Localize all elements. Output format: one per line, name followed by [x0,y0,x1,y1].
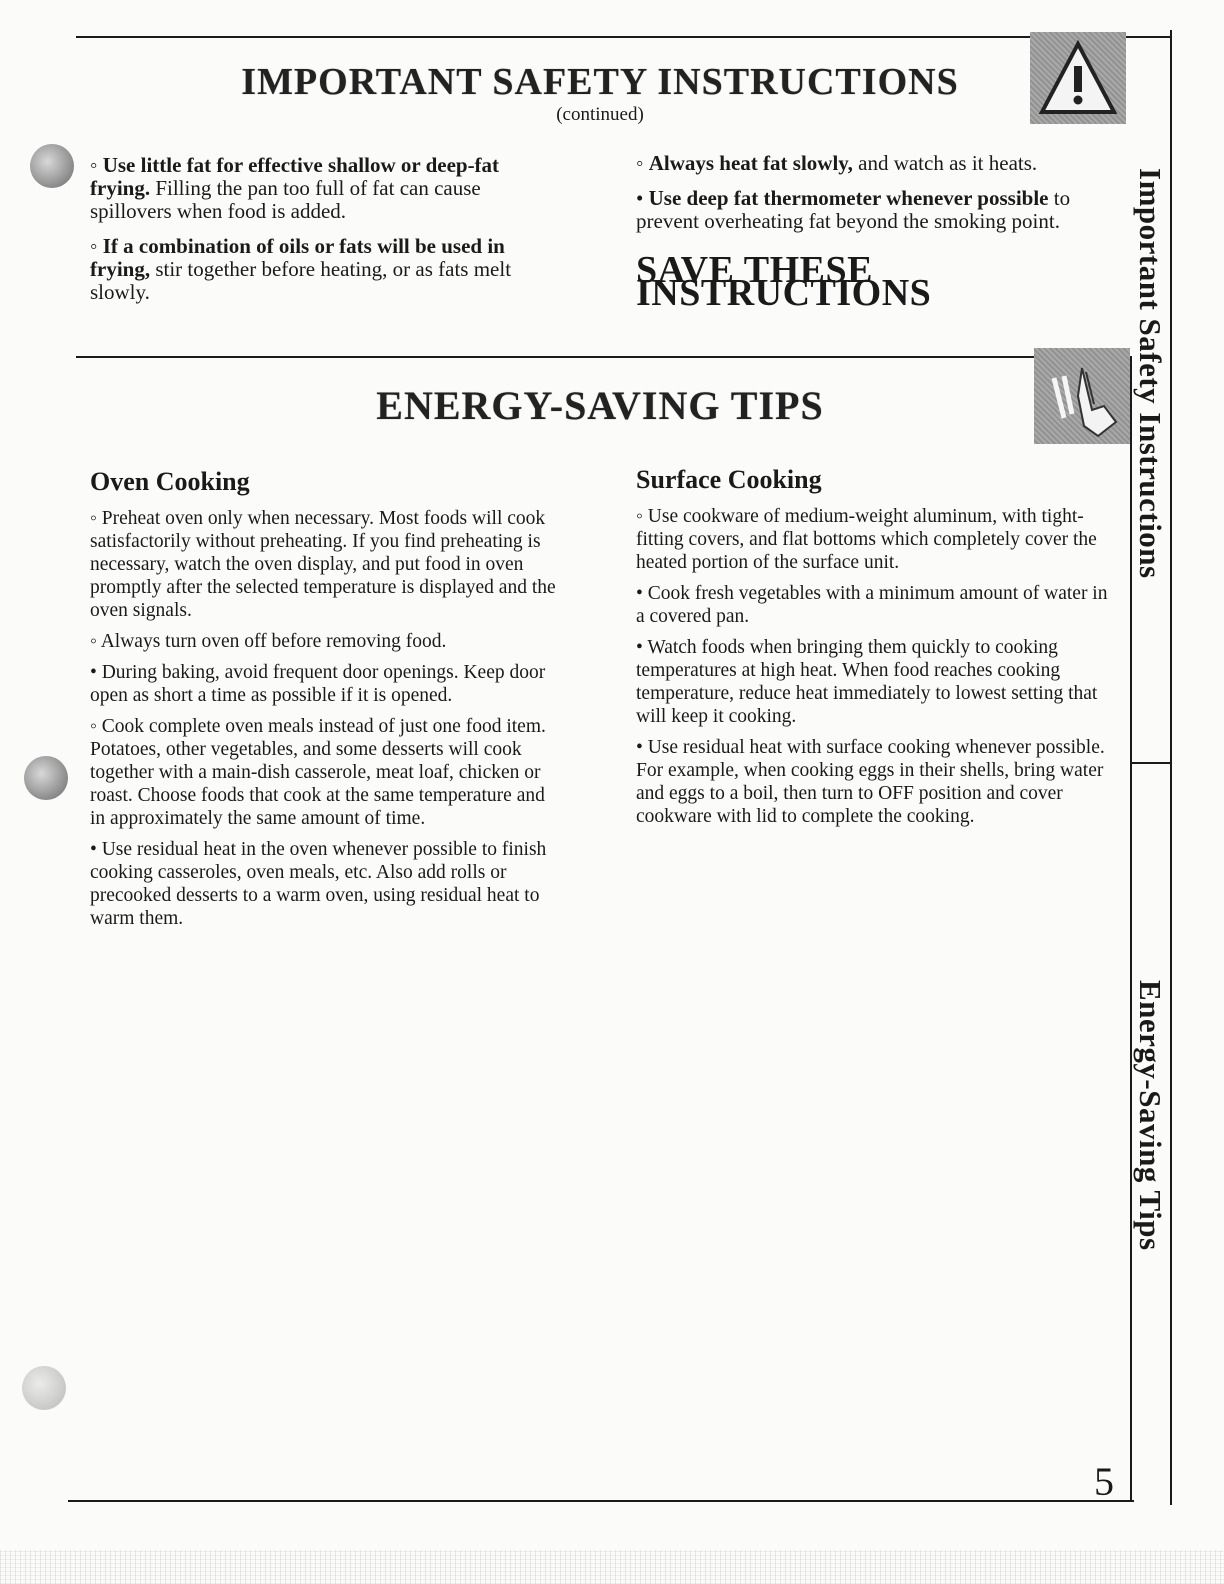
safety-left-column [90,154,560,312]
safety-item-text: to prevent overheating fat beyond the smoking point. [636,186,1071,233]
side-tab-divider [1130,762,1172,764]
save-instructions-heading: SAVE THESE INSTRUCTIONS [636,249,932,314]
surface-tip: ◦ Use cookware of medium-weight aluminum, with tight-fitting covers, and flat bottoms which completely cover the heated portion of the surface unit. [636,506,1097,573]
side-tab-energy[interactable]: Energy-Saving Tips [1133,980,1168,1251]
safety-title: IMPORTANT SAFETY INSTRUCTIONS [241,61,959,103]
safety-right-column [636,151,1116,314]
top-rule [76,36,1172,38]
surface-tip: • Use residual heat with surface cooking whenever possible. For example, when cooking eggs in their shells, bring water and eggs to a boil, then turn to OFF position and cover cookware with lid to complete the cooking. [636,737,1105,827]
safety-item-bold: Use deep fat thermometer whenever possible [648,186,1049,210]
side-tab-safety[interactable]: Important Safety Instructions [1133,168,1168,579]
section-divider-rule [76,356,1130,358]
bullet: ◦ [90,153,98,177]
oven-cooking-column [90,467,560,938]
safety-item [636,152,1116,175]
oven-tip: ◦ Preheat oven only when necessary. Most foods will cook satisfactorily without preheating. If you find preheating is necessary, watch the oven display, and put food in oven promptly after the selected temperature is displayed and the oven signals. [90,508,556,621]
surface-tip: • Watch foods when bringing them quickly to cooking temperatures at high heat. When food reaches cooking temperature, reduce heat immediately to lowest setting that will keep it cooking. [636,637,1098,727]
bullet: ◦ [636,151,644,175]
bottom-rule [68,1500,1134,1502]
bullet: • [636,186,644,210]
surface-cooking-heading: Surface Cooking [636,465,822,494]
surface-tip: • Cook fresh vegetables with a minimum amount of water in a covered pan. [636,583,1108,627]
binder-hole-bottom [22,1366,66,1410]
surface-cooking-column [636,465,1112,836]
binder-hole-middle [24,756,68,800]
page-number: 5 [1094,1459,1114,1504]
safety-item [90,235,560,304]
safety-item-text: Filling the pan too full of fat can cause spillovers when food is added. [90,176,481,223]
safety-item-bold: Always heat fat slowly, [648,151,853,175]
oven-tip: ◦ Always turn oven off before removing food. [90,631,447,652]
scan-edge-noise [0,1550,1224,1584]
oven-tip: • Use residual heat in the oven whenever possible to finish cooking casseroles, oven meals, etc. Also add rolls or precooked desserts to a warm oven, using residual heat to warm them. [90,839,547,929]
safety-item-text: and watch as it heats. [852,151,1038,175]
safety-item-bold: Use little fat for effective shallow or deep-fat frying. [90,153,500,200]
safety-subtitle: (continued) [556,104,644,125]
oven-cooking-heading: Oven Cooking [90,467,250,496]
safety-item-bold: If a combination of oils or fats will be used in frying, [90,234,505,281]
binder-hole-top [30,144,74,188]
safety-item [636,187,1116,233]
energy-title: ENERGY-SAVING TIPS [376,383,824,428]
right-border-outer [1170,30,1172,1505]
safety-item [90,154,560,223]
bullet: ◦ [90,234,98,258]
oven-tip: • During baking, avoid frequent door openings. Keep door open as short a time as possible if it is opened. [90,662,546,706]
safety-item-text: stir together before heating, or as fats melt slowly. [90,257,512,304]
oven-tip: ◦ Cook complete oven meals instead of just one food item. Potatoes, other vegetables, and some desserts will cook together with a main-dish casserole, meat loaf, chicken or roast. Choose foods that cook at the same temperature and in approximately the same amount of time. [90,716,546,829]
